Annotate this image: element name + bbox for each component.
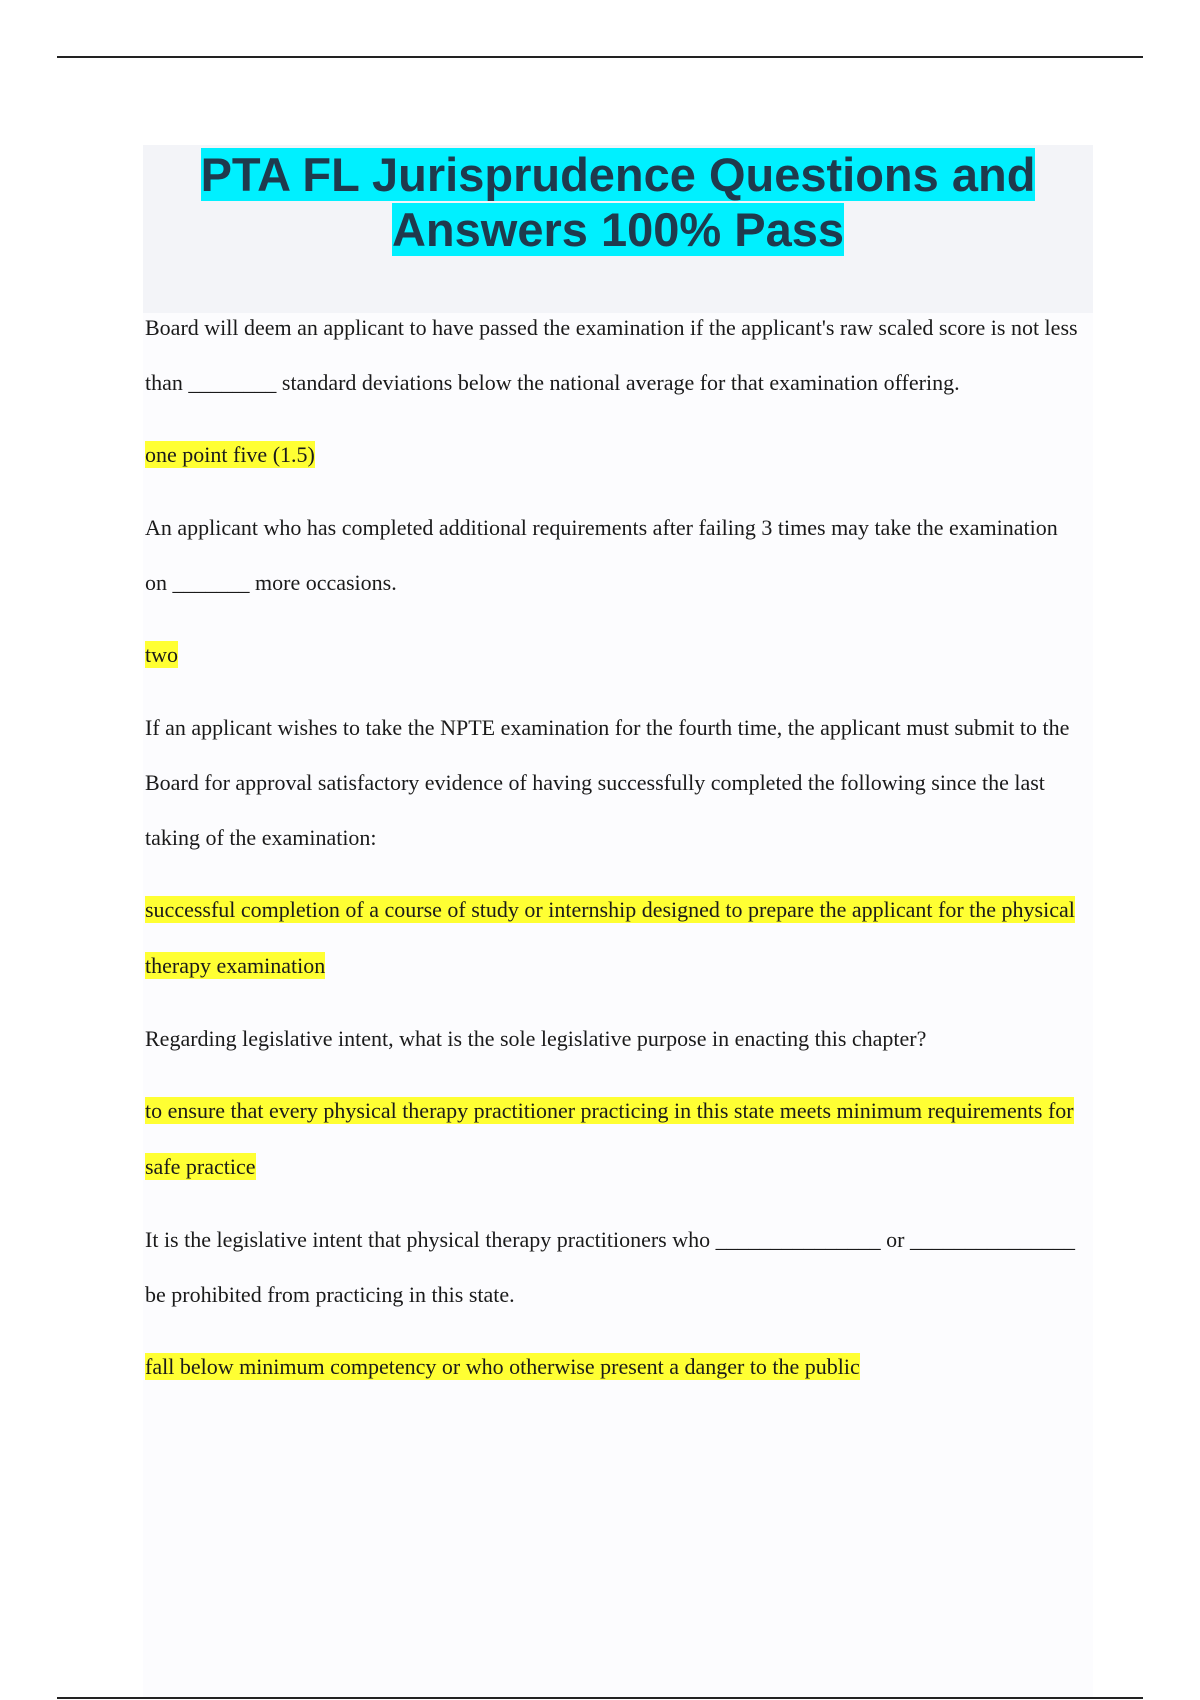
document-title-text: PTA FL Jurisprudence Questions and Answers 100% Pass [200, 148, 1036, 256]
qa-list [145, 300, 1085, 1412]
answer-5-text: fall below minimum competency or who otherwise present a danger to the public [145, 1354, 860, 1379]
question-1: Board will deem an applicant to have passed the examination if the applicant's raw scaled score is not less than ________ standard deviations below the national average for that examination offering. [145, 315, 1078, 395]
question-4: Regarding legislative intent, what is the sole legislative purpose in enacting this chapter? [145, 1026, 927, 1051]
answer-5 [145, 1339, 1085, 1395]
answer-2-text: two [145, 642, 178, 667]
document-title [143, 145, 1093, 257]
answer-2 [145, 627, 1085, 683]
question-3: If an applicant wishes to take the NPTE examination for the fourth time, the applicant must submit to the Board for approval satisfactory evidence of having successfully completed the following since the last taking of the examination: [145, 715, 1070, 850]
answer-4-text: to ensure that every physical therapy practitioner practicing in this state meets minimum requirements for safe practice [145, 1098, 1074, 1179]
answer-1-text: one point five (1.5) [145, 442, 315, 467]
question-2: An applicant who has completed additional requirements after failing 3 times may take the examination on _______ more occasions. [145, 515, 1058, 595]
bottom-rule [57, 1697, 1143, 1699]
question-5: It is the legislative intent that physical therapy practitioners who _______________ or _______________ be prohibited from practicing in this state. [145, 1227, 1075, 1307]
answer-4 [145, 1083, 1085, 1195]
answer-1 [145, 427, 1085, 483]
title-block [143, 145, 1093, 313]
answer-3-text: successful completion of a course of study or internship designed to prepare the applicant for the physical therapy examination [145, 897, 1075, 978]
answer-3 [145, 882, 1085, 994]
top-rule [57, 56, 1143, 58]
